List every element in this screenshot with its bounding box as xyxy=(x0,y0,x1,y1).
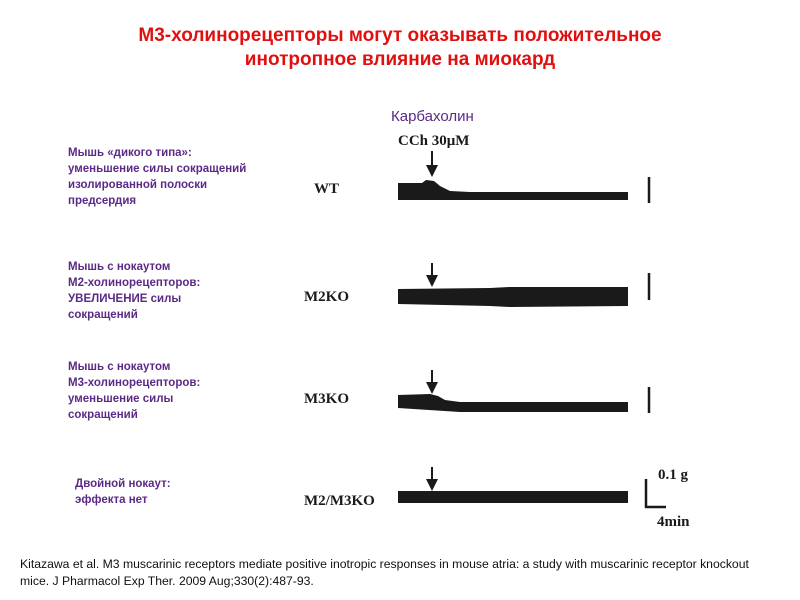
down-arrow-icon xyxy=(426,263,438,287)
down-arrow-icon xyxy=(426,370,438,394)
trace-wt xyxy=(398,180,628,200)
title-line-1: М3-холинорецепторы могут оказывать положительное xyxy=(138,25,662,46)
trace-label-wt: WT xyxy=(314,181,340,197)
trace-m2ko xyxy=(398,287,628,307)
scale-time-label: 4min xyxy=(657,514,690,530)
title-line-2: инотропное влияние на миокард xyxy=(244,49,556,70)
trace-label-m2m3ko: M2/M3KO xyxy=(304,493,375,509)
scale-bar xyxy=(645,479,666,508)
slide-title xyxy=(0,24,800,72)
trace-m2m3ko xyxy=(398,491,628,503)
trace-m3ko xyxy=(398,394,628,412)
drug-label: Карбахолин xyxy=(391,108,474,125)
down-arrow-icon xyxy=(426,467,438,491)
trace-label-m2ko: M2KO xyxy=(304,289,349,305)
citation: Kitazawa et al. M3 muscarinic receptors mediate positive inotropic responses in mouse atria: a study with muscarinic receptor knockout mice. J Pharmacol Exp Ther. 2009 Aug;330(2):487-93. xyxy=(20,557,749,588)
wt-description: Мышь «дикого типа»: уменьшение силы сокращений изолированной полоски предсердия xyxy=(68,147,247,207)
m2ko-description: Мышь с нокаутом М2-холинорецепторов: УВЕЛИЧЕНИЕ силы сокращений xyxy=(68,261,201,321)
dko-description: Двойной нокаут: эффекта нет xyxy=(75,478,171,506)
trace-label-m3ko: M3KO xyxy=(304,391,349,407)
scale-force-label: 0.1 g xyxy=(658,467,688,483)
contraction-traces-figure xyxy=(290,125,710,535)
m3ko-description: Мышь с нокаутом М3-холинорецепторов: уменьшение силы сокращений xyxy=(68,361,201,421)
down-arrow-icon xyxy=(426,151,438,177)
cch-label: CCh 30μM xyxy=(398,133,470,149)
